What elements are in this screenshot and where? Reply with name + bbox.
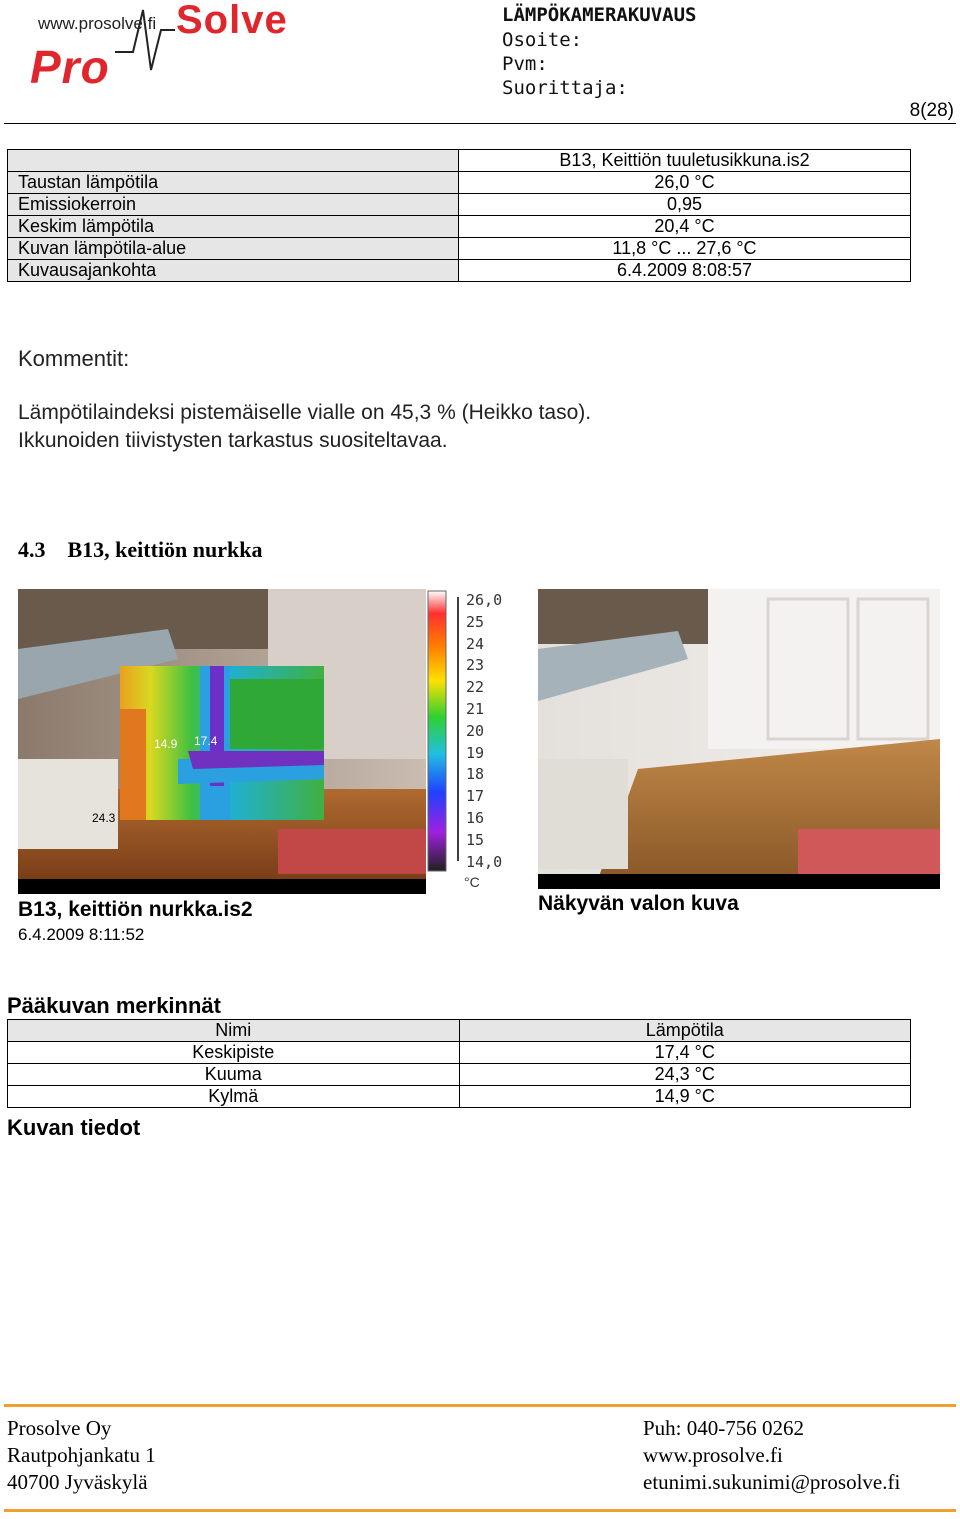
table-cell-label: Kuvausajankohta	[8, 260, 459, 282]
scale-tick-label: 22	[466, 678, 485, 697]
footer-city: 40700 Jyväskylä	[7, 1470, 148, 1494]
table-row	[8, 150, 911, 172]
table-header-row	[8, 1020, 911, 1042]
header-rule	[4, 123, 956, 124]
scale-tick-label: 18	[466, 765, 485, 784]
scale-tick-label: 17	[466, 787, 485, 806]
footer-company: Prosolve Oy	[7, 1416, 112, 1440]
column-header-temp: Lämpötila	[459, 1020, 911, 1042]
table-cell-label: Keskim lämpötila	[8, 216, 459, 238]
table-row	[8, 238, 911, 260]
scale-tick-labels	[458, 589, 518, 894]
comment-line-1: Lämpötilaindeksi pistemäiselle vialle on 45,3 % (Heikko taso).	[18, 401, 592, 424]
address-label: Osoite:	[502, 29, 583, 51]
thermal-label-center: 17.4	[194, 734, 218, 748]
scale-tick-label: 14,0	[466, 852, 503, 871]
page-number: 8(28)	[909, 100, 954, 121]
section-title: 4.3 B13, keittiön nurkka	[18, 537, 263, 562]
table-row	[8, 172, 911, 194]
table-cell-value: 20,4 °C	[459, 216, 911, 238]
scale-unit-label: °C	[464, 874, 480, 890]
comment-line-2: Ikkunoiden tiivistysten tarkastus suositeltavaa.	[18, 429, 448, 452]
performer-label: Suorittaja:	[502, 77, 628, 99]
table-cell-value: 11,8 °C ... 27,6 °C	[459, 238, 911, 260]
table-cell-name: Kylmä	[8, 1086, 460, 1108]
photo-caption: Näkyvän valon kuva	[538, 892, 739, 915]
footer-rule-bottom	[4, 1509, 956, 1512]
table-cell-name: Kuuma	[8, 1064, 460, 1086]
footer-web-link[interactable]: www.prosolve.fi	[643, 1443, 783, 1467]
table-row	[8, 216, 911, 238]
table-cell-temp: 17,4 °C	[459, 1042, 911, 1064]
scale-tick-label: 24	[466, 634, 485, 653]
table-row	[8, 1086, 911, 1108]
table-cell-label: Emissiokerroin	[8, 194, 459, 216]
footer-street: Rautpohjankatu 1	[7, 1443, 156, 1467]
footer-rule-top	[4, 1404, 956, 1407]
visible-light-photo	[538, 589, 940, 889]
logo-pro-text: Pro	[30, 41, 110, 93]
logo-wave-icon	[115, 0, 185, 80]
scale-tick-label: 21	[466, 700, 485, 718]
scale-tick-label: 25	[466, 612, 485, 631]
markings-table	[7, 1019, 911, 1108]
footer-phone: Puh: 040-756 0262	[643, 1416, 805, 1440]
scale-tick-label: 23	[466, 656, 485, 675]
table-cell-temp: 14,9 °C	[459, 1086, 911, 1108]
table-cell-file: B13, Keittiön tuuletusikkuna.is2	[459, 150, 911, 172]
table-row	[8, 260, 911, 282]
image-info-heading: Kuvan tiedot	[7, 1115, 141, 1140]
footer-email-link[interactable]: etunimi.sukunimi@prosolve.fi	[643, 1470, 901, 1494]
table-row	[8, 1064, 911, 1086]
thermal-label-hot: 24.3	[92, 811, 116, 825]
scale-tick-label: 20	[466, 721, 485, 740]
table-cell-name: Keskipiste	[8, 1042, 460, 1064]
image-info-table	[7, 149, 911, 282]
scale-tick-label: 26,0	[466, 591, 503, 609]
logo-solve-text: Solve	[176, 0, 288, 42]
thermal-image	[18, 589, 426, 894]
markings-heading: Pääkuvan merkinnät	[7, 993, 221, 1018]
table-row	[8, 194, 911, 216]
table-cell-value: 6.4.2009 8:08:57	[459, 260, 911, 282]
scale-tick-label: 16	[466, 809, 485, 827]
scale-tick-label: 19	[466, 743, 485, 762]
table-cell-value: 26,0 °C	[459, 172, 911, 194]
logo-url: www.prosolve.fi	[38, 14, 157, 33]
table-cell-label: Kuvan lämpötila-alue	[8, 238, 459, 260]
scale-tick-label: 15	[466, 830, 485, 849]
date-label: Pvm:	[502, 53, 548, 75]
thermal-caption: B13, keittiön nurkka.is2	[18, 898, 253, 921]
table-cell	[8, 150, 459, 172]
column-header-name: Nimi	[8, 1020, 460, 1042]
report-title: LÄMPÖKAMERAKUVAUS	[502, 4, 697, 26]
thermal-caption-date: 6.4.2009 8:11:52	[18, 925, 145, 944]
table-cell-temp: 24,3 °C	[459, 1064, 911, 1086]
comments-heading: Kommentit:	[18, 346, 130, 371]
thermal-label-cold: 14.9	[154, 737, 178, 751]
table-row	[8, 1042, 911, 1064]
table-cell-value: 0,95	[459, 194, 911, 216]
table-cell-label: Taustan lämpötila	[8, 172, 459, 194]
